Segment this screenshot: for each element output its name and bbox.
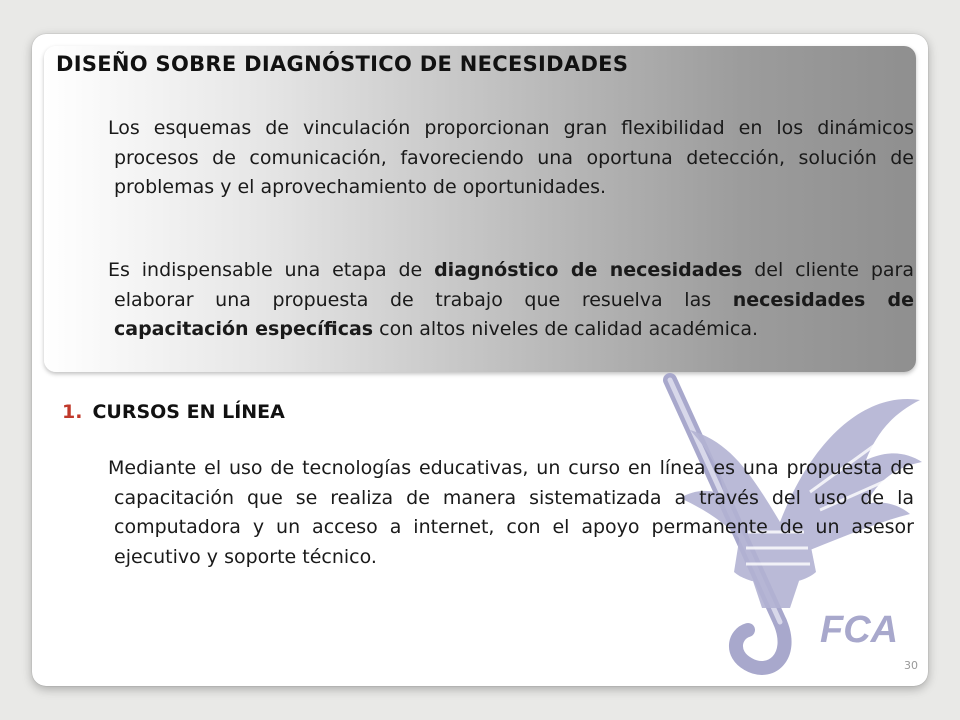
slide-title: DISEÑO SOBRE DIAGNÓSTICO DE NECESIDADES xyxy=(56,52,629,76)
emphasis-diagnostico: diagnóstico de necesidades xyxy=(434,259,743,281)
paragraph-cursos-en-linea: Mediante el uso de tecnologías educativas, un curso en línea es una propuesta de capacitación que se realiza de manera sistematizada a través del uso de la computadora y un acceso a internet, con el apoyo permanente de un asesor ejecutivo y soporte técnico. xyxy=(108,457,914,568)
section-number: 1. xyxy=(62,401,83,423)
paragraph-text: del cliente para elaborar una propuesta de trabajo que resuelva las xyxy=(114,259,915,311)
paragraph-diagnostico xyxy=(108,256,914,345)
page-number: 30 xyxy=(904,659,918,672)
paragraph-vinculacion: Los esquemas de vinculación proporcionan gran flexibilidad en los dinámicos procesos de comunicación, favoreciendo una oportuna detección, solución de problemas y el aprovechamiento de oportunidades. xyxy=(108,117,914,198)
logo-text: FCA xyxy=(820,609,899,651)
paragraph-text: Es indispensable una etapa de xyxy=(108,259,435,281)
section-heading-text: CURSOS EN LÍNEA xyxy=(92,401,285,423)
section-heading xyxy=(62,401,285,423)
slide xyxy=(32,34,928,686)
paragraph-text: con altos niveles de calidad académica. xyxy=(373,318,759,340)
emphasis-necesidades: necesidades de capacitación específicas xyxy=(114,288,914,340)
